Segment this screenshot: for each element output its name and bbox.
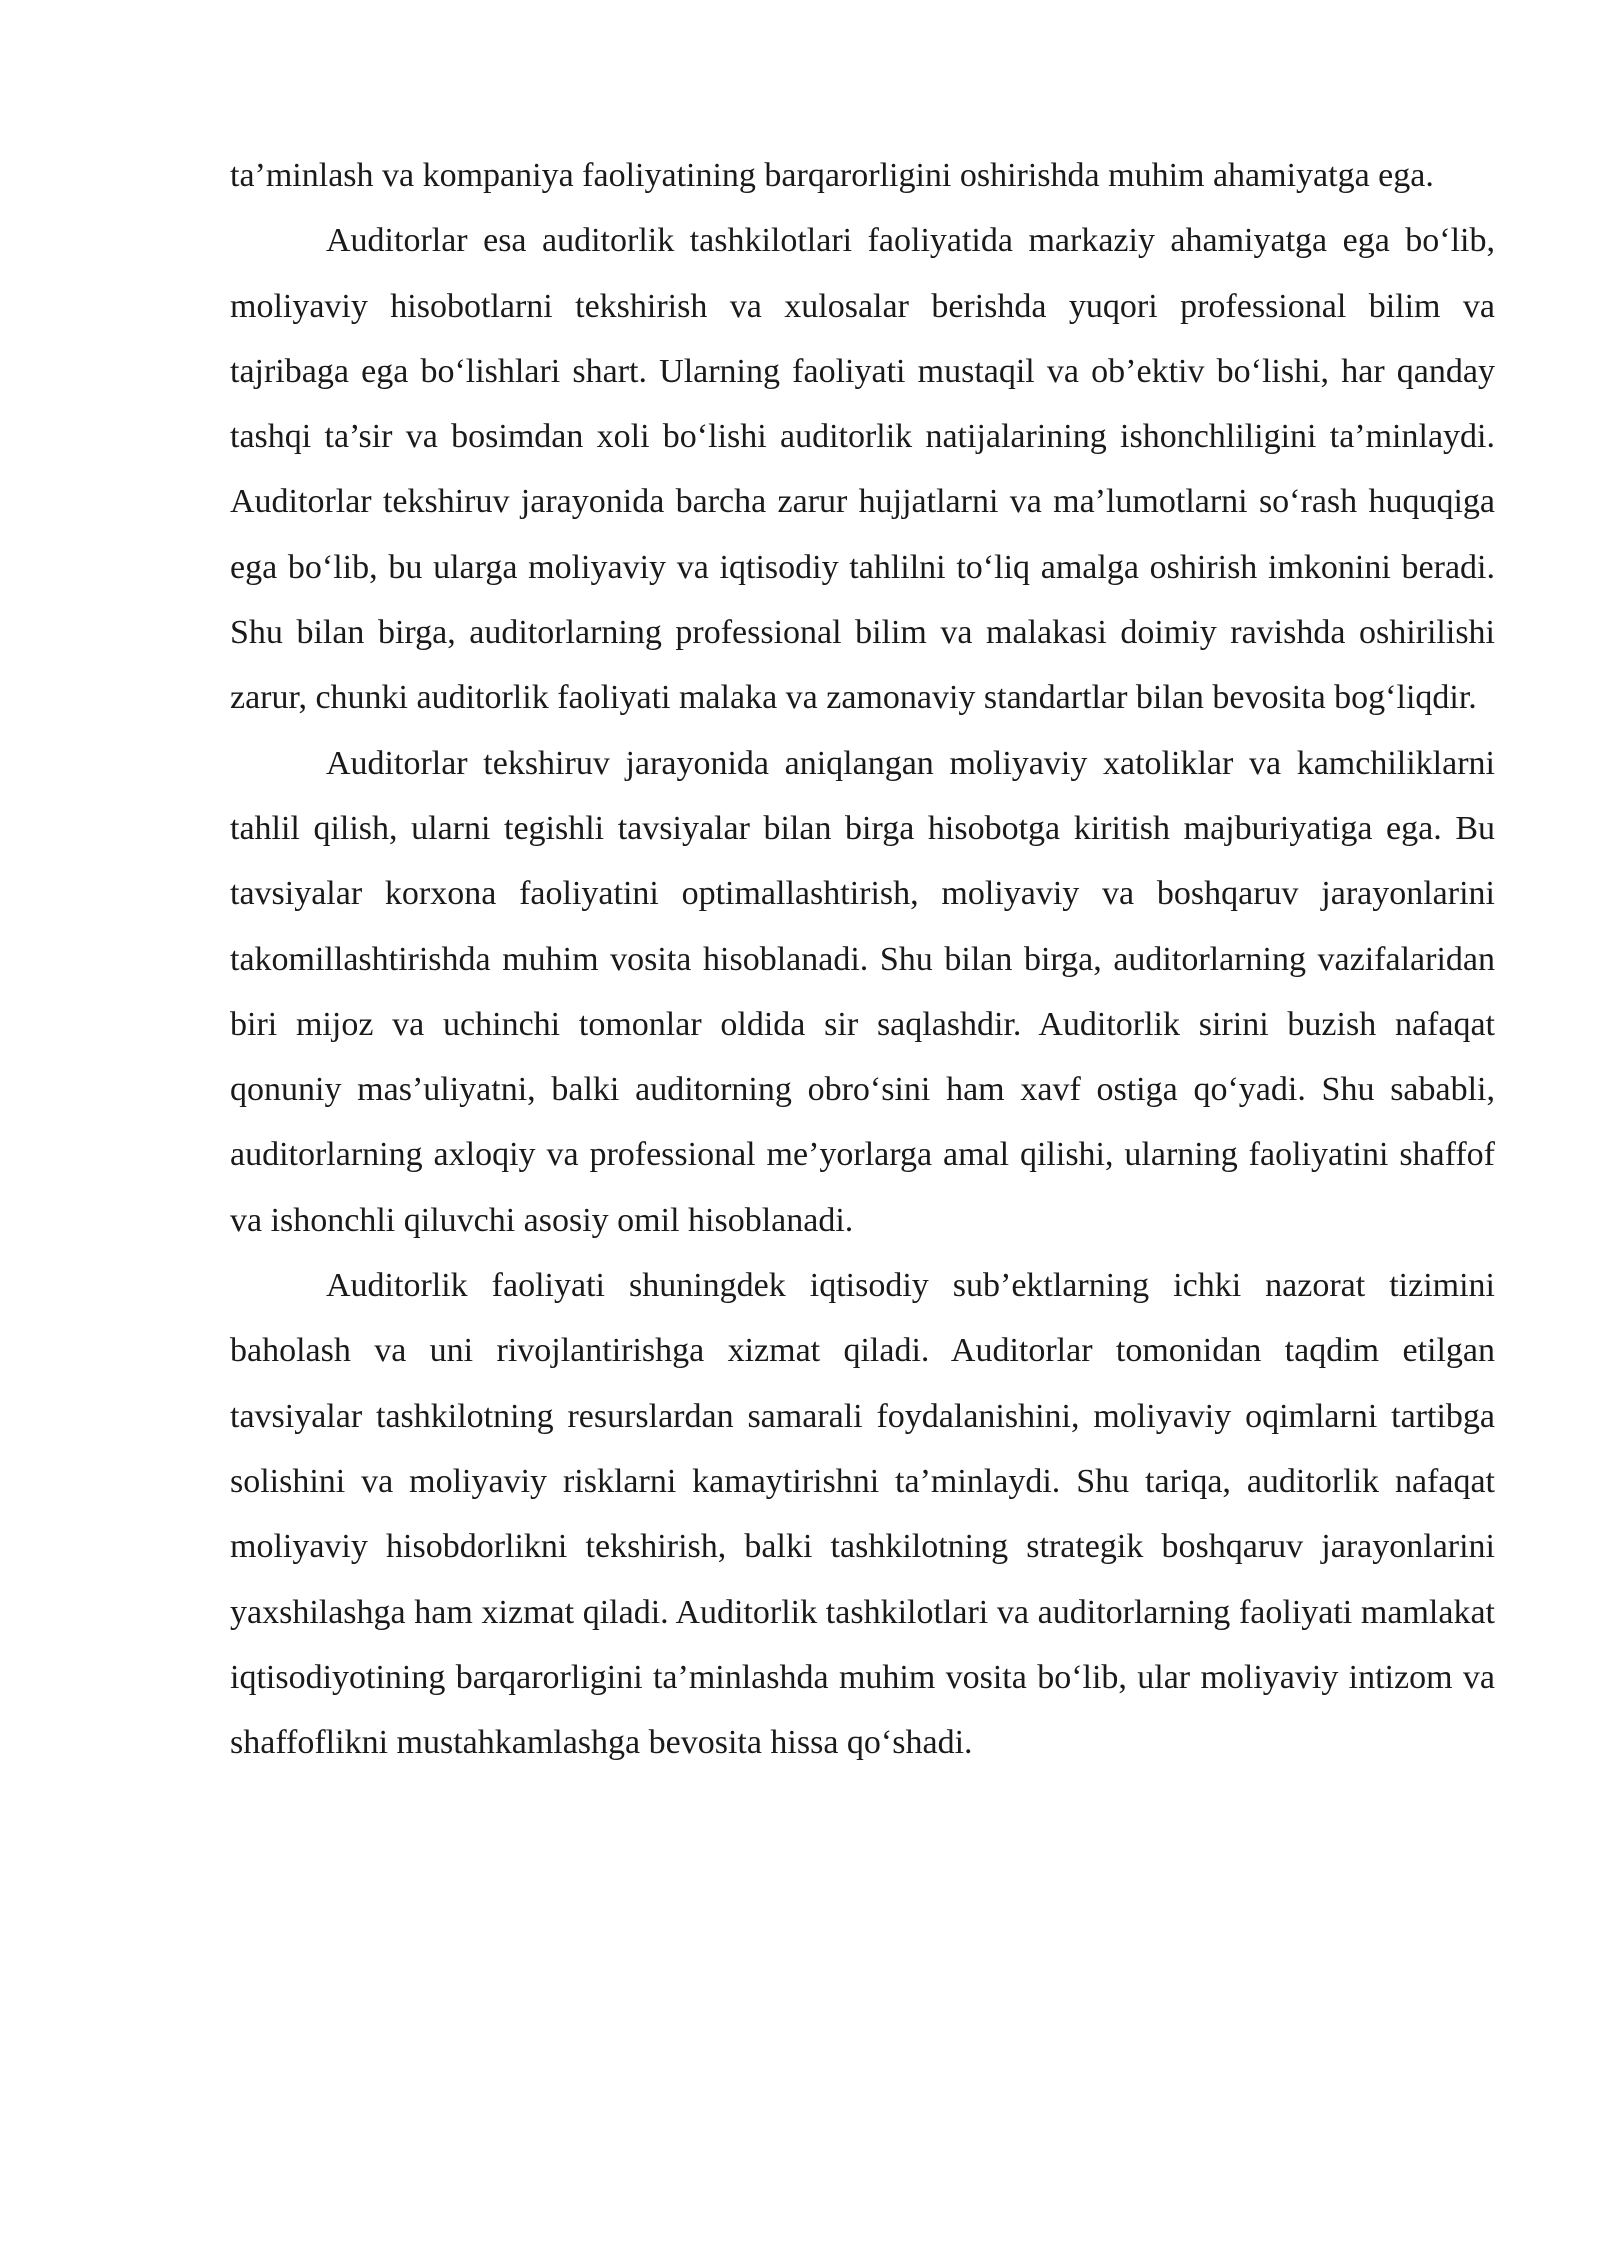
- paragraph-auditors-recommendations: Auditorlar tekshiruv jarayonida aniqlangan moliyaviy xatoliklar va kamchiliklarni tahlil qilish, ularni tegishli tavsiyalar bilan birga hisobotga kiritish majburiyatiga ega. Bu tavsiyalar korxona faoliyatini optimallashtirish, moliyaviy va boshqaruv jarayonlarini takomillashtirishda muhim vosita hisoblanadi. Shu bilan birga, auditorlarning vazifalaridan biri mijoz va uchinchi tomonlar oldida sir saqlashdir. Auditorlik sirini buzish nafaqat qonuniy mas’uliyatni, balki auditorning obro‘sini ham xavf ostiga qo‘yadi. Shu sababli, auditorlarning axloqiy va professional me’yorlarga amal qilishi, ularning faoliyatini shaffof va ishonchli qiluvchi asosiy omil hisoblanadi.: [230, 744, 1495, 1239]
- paragraph-continuation: ta’minlash va kompaniya faoliyatining barqarorligini oshirishda muhim ahamiyatga ega.: [230, 157, 1434, 194]
- document-body: [230, 143, 1495, 1775]
- paragraph-auditors-role: Auditorlar esa auditorlik tashkilotlari faoliyatida markaziy ahamiyatga ega bo‘lib, moliyaviy hisobotlarni tekshirish va xulosalar berishda yuqori professional bilim va tajribaga ega bo‘lishlari shart. Ularning faoliyati mustaqil va ob’ektiv bo‘lishi, har qanday tashqi ta’sir va bosimdan xoli bo‘lishi auditorlik natijalarining ishonchliligini ta’minlaydi. Auditorlar tekshiruv jarayonida barcha zarur hujjatlarni va ma’lumotlarni so‘rash huquqiga ega bo‘lib, bu ularga moliyaviy va iqtisodiy tahlilni to‘liq amalga oshirish imkonini beradi. Shu bilan birga, auditorlarning professional bilim va malakasi doimiy ravishda oshirilishi zarur, chunki auditorlik faoliyati malaka va zamonaviy standartlar bilan bevosita bog‘liqdir.: [230, 222, 1495, 717]
- paragraph-internal-control: Auditorlik faoliyati shuningdek iqtisodiy sub’ektlarning ichki nazorat tizimini baholash va uni rivojlantirishga xizmat qiladi. Auditorlar tomonidan taqdim etilgan tavsiyalar tashkilotning resurslardan samarali foydalanishini, moliyaviy oqimlarni tartibga solishini va moliyaviy risklarni kamaytirishni ta’minlaydi. Shu tariqa, auditorlik nafaqat moliyaviy hisobdorlikni tekshirish, balki tashkilotning strategik boshqaruv jarayonlarini yaxshilashga ham xizmat qiladi. Auditorlik tashkilotlari va auditorlarning faoliyati mamlakat iqtisodiyotining barqarorligini ta’minlashda muhim vosita bo‘lib, ular moliyaviy intizom va shaffoflikni mustahkamlashga bevosita hissa qo‘shadi.: [230, 1267, 1495, 1762]
